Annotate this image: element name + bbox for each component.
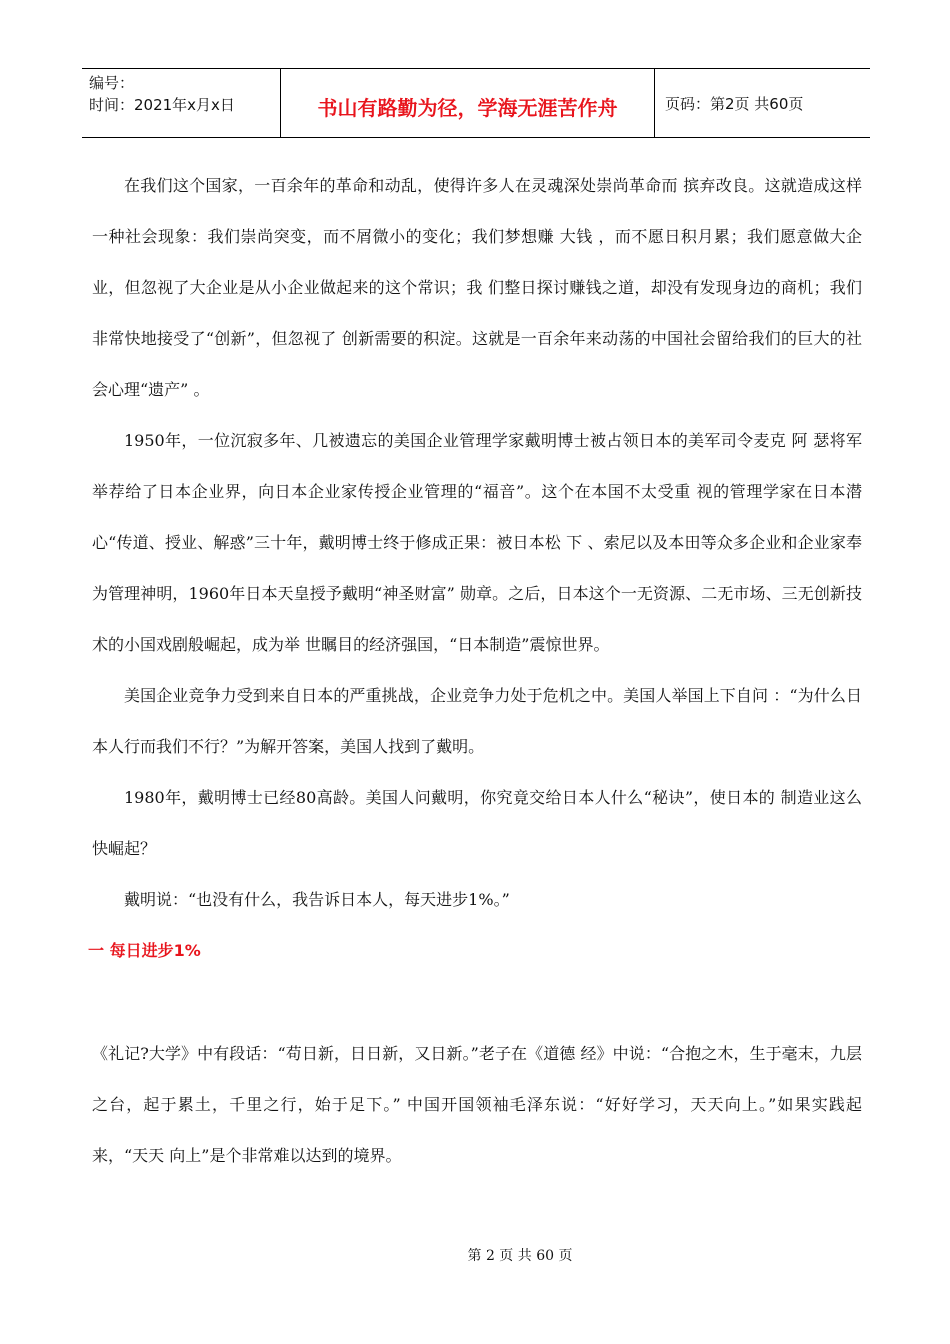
body-paragraph: 在我们这个国家，一百余年的革命和动乱，使得许多人在灵魂深处崇尚革命而 摈弃改良。这就造成这样一种社会现象：我们崇尚突变，而不屑微小的变化；我们梦想赚 大钱 ，而不愿日积月累；我们愿意做大企业，但忽视了大企业是从小企业做起来的这个常识；我 们整日探讨赚钱之道，却没有发现身边的商机；我们非常快地接受了“创新”，但忽视了 创新需要的积淀。这就是一百余年来动荡的中国社会留给我们的巨大的社会心理“遗产” 。 xyxy=(92,176,862,399)
quote-paragraph: 《礼记?大学》中有段话：“苟日新，日日新，又日新。”老子在《道德 经》中说：“合抱之木，生于毫末，九层之台，起于累土，千里之行，始于足下。” 中国开国领袖毛泽东说：“好好学习，天天向上。”如果实践起来，“天天 向上”是个非常难以达到的境界。 xyxy=(92,1044,862,1165)
body-paragraph: 戴明说：“也没有什么，我告诉日本人，每天进步1%。” xyxy=(124,890,510,909)
section-heading: 一 每日进步1% xyxy=(88,941,201,960)
section-spacer xyxy=(92,976,862,1028)
header-motto: 书山有路勤为径，学海无涯苦作舟 xyxy=(281,69,655,137)
body-paragraph: 美国企业竞争力受到来自日本的严重挑战，企业竞争力处于危机之中。美国人举国上下自问 ：“为什么日本人行而我们不行？”为解开答案，美国人找到了戴明。 xyxy=(92,686,862,756)
document-time: 时间：2021年x月x日 xyxy=(89,96,235,114)
document-body xyxy=(88,160,862,1181)
document-number-label: 编号： xyxy=(89,74,135,92)
header-meta xyxy=(82,69,281,137)
body-paragraph: 1950年，一位沉寂多年、几被遗忘的美国企业管理学家戴明博士被占领日本的美军司令麦克 阿 瑟将军举荐给了日本企业界，向日本企业家传授企业管理的“福音”。这个在本国不太受重 视的管理学家在日本潜心“传道、授业、解惑”三十年，戴明博士终于修成正果：被日本松 下 、索尼以及本田等众多企业和企业家奉为管理神明，1960年日本天皇授予戴明“神圣财富” 勋章。之后，日本这个一无资源、二无市场、三无创新技术的小国戏剧般崛起，成为举 世瞩目的经济强国，“日本制造”震惊世界。 xyxy=(92,431,862,654)
body-paragraph: 1980年，戴明博士已经80高龄。美国人问戴明，你究竟交给日本人什么“秘诀”，使日本的 制造业这么快崛起？ xyxy=(92,788,862,858)
page-header xyxy=(82,68,870,138)
page-footer: 第 2 页 共 60 页 xyxy=(467,1248,573,1264)
header-page-info: 页码：第2页 共60页 xyxy=(665,94,804,113)
